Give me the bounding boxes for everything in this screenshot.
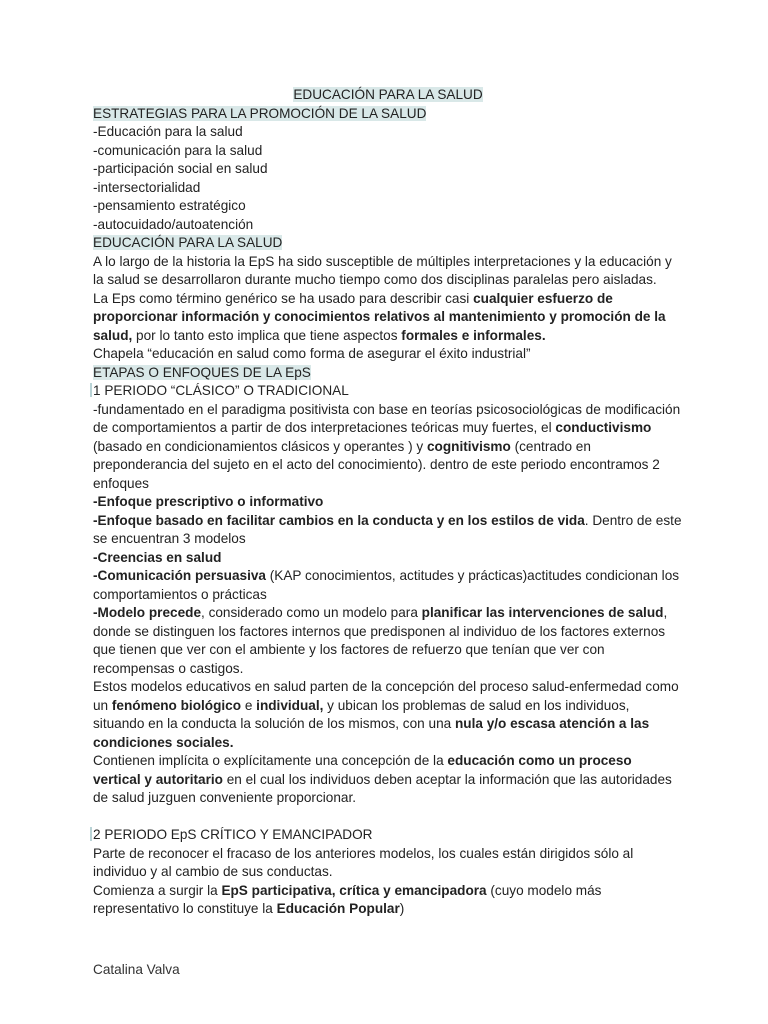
stages-heading-text: ETAPAS O ENFOQUES DE LA EpS <box>93 364 311 380</box>
bold-run: conductivismo <box>555 420 652 435</box>
text-run: Estos modelos educativos en salud parten de la concepción del proceso salud-enfermedad como un <box>93 679 679 713</box>
text-run: -fundamentado en el paradigma positivista con base en teorías psicosociológicas de modificación de comportamientos a partir de dos interpretaciones teóricas muy fuertes, el <box>93 401 681 435</box>
bold-run: EpS participativa, crítica y emancipadora <box>221 882 487 898</box>
bold-run: formales e informales. <box>401 327 546 343</box>
strategies-list <box>93 123 683 234</box>
period2-paragraph: Parte de reconocer el fracaso de los anteriores modelos, los cuales están dirigidos sólo al individuo y al cambio de sus conductas. <box>93 845 634 879</box>
text-run: (centrado en preponderancia del sujeto en el acto del conocimiento). dentro de este periodo encontramos 2 enfoques <box>93 438 660 491</box>
period1-heading <box>93 382 683 401</box>
bold-run: planificar las intervenciones de salud <box>421 605 664 620</box>
text-run: (KAP conocimientos, actitudes y prácticas)actitudes condicionan los comportamientos o prácticas <box>93 568 680 602</box>
bold-run: -Comunicación persuasiva <box>93 568 266 583</box>
text-run: (cuyo modelo más representativo lo constituye la <box>93 882 602 916</box>
period2-heading-text: 2 PERIODO EpS CRÍTICO Y EMANCIPADOR <box>93 827 373 842</box>
enfoque-prescriptivo <box>93 493 683 512</box>
modelo-precede <box>93 604 683 678</box>
text-run: en el cual los individuos deben aceptar la información que las autoridades de salud juzguen conveniente proporcionar. <box>93 771 672 805</box>
cursor-bar <box>90 383 92 397</box>
strategies-heading-text: ESTRATEGIAS PARA LA PROMOCIÓN DE LA SALUD <box>93 105 427 121</box>
enfoque-cambios <box>93 512 683 549</box>
strategies-heading <box>93 105 683 124</box>
bold-run: -Creencias en salud <box>93 549 222 565</box>
models-paragraph <box>93 678 683 752</box>
cursor-bar <box>90 827 92 841</box>
text-run: Comienza a surgir la <box>93 882 222 898</box>
bold-run: Educación Popular <box>276 901 400 916</box>
text-run: . Dentro de este se encuentran 3 modelos <box>93 512 682 546</box>
document-body <box>93 86 683 919</box>
text-run: La Eps como término genérico se ha usado para describir casi <box>93 290 474 306</box>
blank-line <box>93 808 683 827</box>
stages-heading <box>93 364 683 383</box>
bold-run: cualquier esfuerzo de proporcionar información y conocimientos relativos al mantenimiento y promoción de la salud, <box>93 290 666 343</box>
bold-run: -Enfoque basado en facilitar cambios en la conducta y en los estilos de vida <box>93 512 585 528</box>
bold-run: individual, <box>256 697 324 713</box>
list-item: -autocuidado/autoatención <box>93 216 254 232</box>
modelo-creencias <box>93 549 683 568</box>
footer-author: Catalina Valva <box>93 962 180 977</box>
period2-paragraph-2 <box>93 882 683 919</box>
list-item: -participación social en salud <box>93 161 268 176</box>
chapela-quote: Chapela “educación en salud como forma de asegurar el éxito industrial” <box>93 346 531 361</box>
document-title <box>93 86 683 105</box>
period1-paragraph <box>93 401 683 494</box>
bold-run: -Modelo precede <box>93 605 202 620</box>
bold-run: cognitivismo <box>426 438 511 454</box>
bold-run: fenómeno biológico <box>111 697 242 713</box>
title-text: EDUCACIÓN PARA LA SALUD <box>293 87 483 102</box>
text-run: y ubican los problemas de salud en los individuos, situando en la conducta la solución de los mismos, con una <box>93 697 630 731</box>
eps-heading <box>93 234 683 253</box>
eps-heading-text: EDUCACIÓN PARA LA SALUD <box>93 235 283 250</box>
period1-heading-text: 1 PERIODO “CLÁSICO” O TRADICIONAL <box>93 383 349 398</box>
text-run: Contienen implícita o explícitamente una concepción de la <box>93 753 448 768</box>
bold-run: -Enfoque prescriptivo o informativo <box>93 494 324 509</box>
list-item: -pensamiento estratégico <box>93 198 246 213</box>
text-run: e <box>241 697 257 713</box>
text-run: ) <box>399 901 405 916</box>
modelo-comunicacion <box>93 567 683 604</box>
bold-run: nula y/o escasa atención a las condiciones sociales. <box>93 716 650 750</box>
list-item: -Educación para la salud <box>93 124 243 139</box>
text-run: , donde se distinguen los factores internos que predisponen al individuo de los factores externos que tienen que ver con el ambiente y los factores de refuerzo que tenían que ver con recompensas o castigos. <box>93 605 668 676</box>
list-item: -comunicación para la salud <box>93 142 263 158</box>
text-run: por lo tanto esto implica que tiene aspectos <box>132 327 402 343</box>
bold-run: educación como un proceso vertical y autoritario <box>93 753 632 787</box>
contain-paragraph <box>93 752 683 808</box>
period2-heading <box>93 826 683 845</box>
eps-definition-paragraph <box>93 290 683 346</box>
eps-intro-paragraph: A lo largo de la historia la EpS ha sido susceptible de múltiples interpretaciones y la educación y la salud se desarrollaron durante mucho tiempo como dos disciplinas paralelas pero aisladas. <box>93 253 672 287</box>
list-item: -intersectorialidad <box>93 179 201 195</box>
text-run: , considerado como un modelo para <box>201 605 422 620</box>
text-run: (basado en condicionamientos clásicos y operantes ) y <box>93 438 427 454</box>
